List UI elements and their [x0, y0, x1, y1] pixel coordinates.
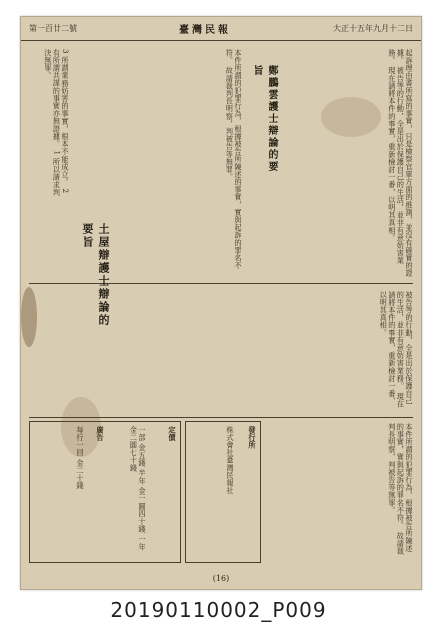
- article-body-zheng: 本件所謂的犯罪行為，根據被告所陳述的事實，實與起訴的罪名不符。 故請裁判長明察，判被告等無罪。: [225, 49, 243, 270]
- newspaper-title: 臺灣民報: [179, 25, 231, 36]
- publisher-text: 株式會社臺灣民報社: [226, 426, 235, 495]
- subscription-label: 定價: [168, 426, 177, 442]
- section-divider: [29, 417, 413, 418]
- article-title-tsuchiya: 土屋辯護士辯論的要旨: [81, 223, 110, 327]
- page-number: (16): [212, 574, 230, 583]
- page-header: [21, 17, 421, 41]
- ad-text: 每行一回 金二十錢: [76, 426, 85, 490]
- issue-number: 第一百廿二號: [29, 24, 77, 33]
- paper-stain: [21, 287, 37, 347]
- image-caption: 20190110002_P009: [110, 598, 327, 622]
- ad-label: 廣告: [96, 426, 105, 442]
- notes-list: 3 所謂業務妨害的事實，根本不能成立。 2 有所謂共謀的事實亦無證據。 1 所以請求判決無罪。: [43, 49, 70, 197]
- publisher-label: 發行所: [248, 426, 257, 449]
- issue-date: 大正十五年九月十二日: [333, 24, 413, 33]
- subscription-text: 一部 金五錢 半年 金一圓四十錢 一年 金二圓七十錢: [129, 426, 147, 551]
- newspaper-page: [20, 16, 422, 590]
- publisher-box: [185, 421, 261, 563]
- article-body-bottom: 本件所謂的犯罪行為，根據被告所陳述的事實，實與起訴的罪名不符。 故請裁判長明察，判被告等無罪。: [387, 423, 414, 555]
- article-body-right-top: 起訴理由書所寫的事實，只是檢察官單方面的推測，並沒有確實的證據。 被告等的行動，全是出於保護自己的生活，並非有意妨害業務。 現在請將本件的事實，重新檢討一番，以明其真相。: [387, 49, 414, 277]
- article-body-lower: 被告等的行動，全是出於保護自己的生活，並非有意妨害業務。 現在請將本件的事實，重新檢討一番，以明其真相。: [379, 291, 414, 408]
- article-title-zheng: 鄭鵬雲護士辯論的要旨: [251, 65, 277, 173]
- ad-box: [29, 421, 181, 563]
